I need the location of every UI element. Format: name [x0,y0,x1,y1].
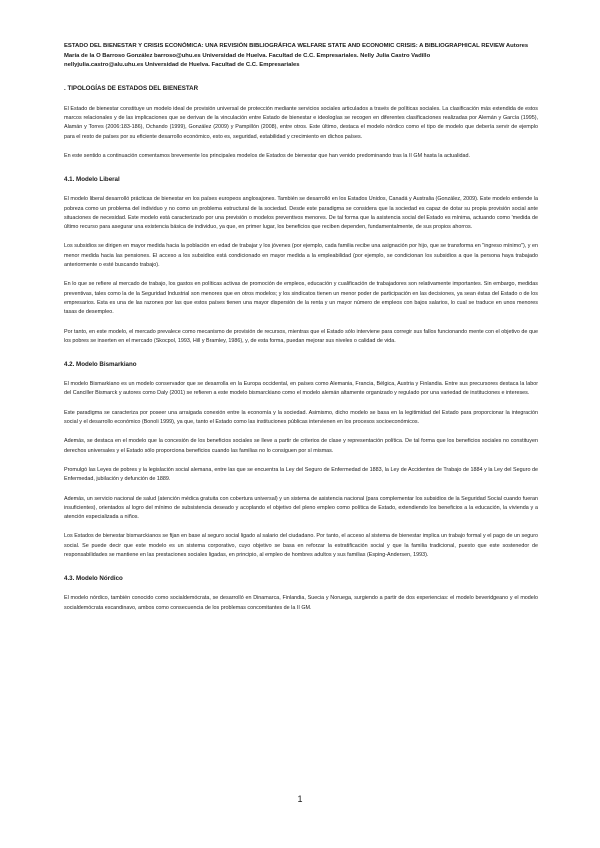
paragraph: Por tanto, en este modelo, el mercado prevalece como mecanismo de provisión de recursos, mientras que el Estado sólo interviene para corregir sus fallos funcionando mente con el objetivo de que los pobres se inserten en el mercado (Skocpol, 1993, Hill y Bramley, 1986), y, de esta forma, puedan mejorar sus niveles o calidad de vida. [64,328,538,344]
paragraph: Este paradigma se caracteriza por poseer una arraigada conexión entre la economía y la sociedad. Asimismo, dicho modelo se basa en la legitimidad del Estado para proporcionar la integración social y el desarrollo económico (Bonoli 1999), ya que, tanto el Estado como las instituciones públicas intervienen en los procesos socioeconómicos. [64,409,538,426]
paragraph: En lo que se refiere al mercado de trabajo, los gastos en políticas activas de promoción de empleos, educación y cualificación de trabajadores son relativamente importantes. Sin embargo, medidas preventivas, tales como la de la Seguridad Industrial son menores que en otros modelos; y los sindicatos tienen un menor poder de participación en las decisiones, ya sean éstas del Estado o de los empresarios. Esta es una de las razones por las que estos países tienen una mayor dispersión de la renta y un mayor número de empleos con bajos salarios, lo cual se traduce en unos menores tasas de desempleo. [64,281,538,316]
paragraph: En este sentido a continuación comentamos brevemente los principales modelos de Estados de bienestar que han venido predominando tras la II GM hasta la actualidad. [64,152,471,159]
paragraph: Los subsidios se dirigen en mayor medida hacia la población en edad de trabajar y los jóvenes (por ejemplo, cada familia recibe una asignación por hijo, que se transforma en "ingreso mínimo"), y en menor medida hacia las pensiones. El acceso a los subsidios está condicionado en mayor medida a la empleabilidad (por ejemplo, se condicionan los subsidios a que la persona haya trabajado anteriormente o esté buscando trabajo). [64,243,538,269]
paragraph: Los Estados de bienestar bismarckianos se fijan en base al seguro social ligado al salario del ciudadano. Por tanto, el acceso al sistema de bienestar implica un trabajo formal y el pago de un seguro social. Se puede decir que este modelo es un sistema corporativo, cuyo objetivo se basa en reforzar la estratificación social y que la familia tradicional, puesto que este sostenedor de responsabilidades se mantiene en las prestaciones sociales ligadas, en principio, al empleo de hombres adultos y sus familias (Esping-Andersen, 1993). [64,533,538,558]
paragraph: El modelo nórdico, también conocido como socialdemócrata, se desarrolló en Dinamarca, Finlandia, Suecia y Noruega, surgiendo a partir de dos experiencias: el modelo beveridgeano y el modelo socialdemócrata escandinavo, ambos como consecuencia de los problemas concomitantes de la II GM. [64,595,538,611]
section-title: . TIPOLOGÍAS DE ESTADOS DEL BIENESTAR [64,84,199,92]
section-tipologias [64,84,538,161]
paragraph: El modelo liberal desarrolló prácticas de bienestar en los países europeos anglosajones. También se desarrolló en los Estados Unidos, Canadá y Australia (González, 2009). Este modelo entiende la pobreza como un problema del individuo y no como un problema estructural de la sociedad. Desde este paradigma se considera que la sociedad es capaz de dotar su propia provisión social ante situaciones de necesidad. Este modelo está caracterizado por una previsión o modelos preventivos menores. De tal forma que la asistencia social del Estado es mínima, actuando como 'medida de último recurso para asegurar una existencia básica de individuo, ya que, en primer lugar, los beneficios que reciben dependen, fundamentalmente, de sus propios ahorros. [64,196,538,231]
subsection-title: 4.2. Modelo Bismarkiano [64,361,137,369]
section-modelo-nordico [64,574,538,613]
subsection-title: 4.1. Modelo Liberal [64,176,120,184]
author-line-1: María de la O Barroso González barroso@uhu.es Universidad de Huelva. Facultad de C.C. Empresariales. Nelly Julia Castro Vadillo [64,52,431,59]
paragraph: El Estado de bienestar constituye un modelo ideal de provisión universal de protección mediante servicios sociales articulados a través de políticas sociales. La clasificación más extendida de estos marcos relacionales y de las implicaciones que se derivan de la vinculación entre Estado de bienestar e ideologías se recogen en diferentes clasificaciones realizadas por Alemán y García (1995), Alamán y Torres (2006:183-186), Ochando (1999), González (2009) y Pampillón (2008), entre otros. Este último, destaca el modelo nórdico como el tipo de modelo que debería servir de ejemplo para el resto de países por su eficiente desarrollo económico, esto es, seguridad, estabilidad y crecimiento en dichos países. [64,105,538,140]
document-header [64,42,538,71]
paragraph: Además, un servicio nacional de salud (atención médica gratuita con cobertura universal) y un sistema de asistencia nacional (para complementar los subsidios de la Seguridad Social cuando fueran insuficientes), orientados al logro del mínimo de subsistencia deseado y acoplando el objetivo del pleno empleo como política de Estado, extendiendo los beneficios a la educación, la vivienda y a atención especializada a niños. [64,495,538,521]
author-line-2: nellyjulia.castro@alu.uhu.es Universidad de Huelva. Facultad de C.C. Empresariales [64,62,300,69]
paragraph: Además, se destaca en el modelo que la concesión de los beneficios sociales se lleve a partir de criterios de clase y representación política. De tal forma que los beneficios sociales no constituyen derechos universales y el Estado sólo proporciona beneficios cuando las familias no lo consiguen por sí mismas. [64,438,538,454]
page-number: 1 [297,794,303,804]
article-title: ESTADO DEL BIENESTAR Y CRISIS ECONÓMICA: UNA REVISIÓN BIBLIOGRÁFICA WELFARE STATE AND ECONOMIC CRISIS: A BIBLIOGRAPHICAL REVIEW Autores [64,43,529,49]
section-modelo-liberal [64,175,538,346]
paragraph: El modelo Bismarkiano es un modelo conservador que se desarrolla en la Europa occidental, en países como Alemania, Francia, Bélgica, Austria y Finlandia. Entre sus precursores destaca la labor del Canciller Bismarck y autores como Daly (2001) se refieren a este modelo bismarckiano como el modelo alemán altamente organizado y regulado por una variedad de instituciones e intereses. [64,381,538,397]
paragraph: Promulgó las Leyes de pobres y la legislación social alemana, entre las que se encuentra la Ley del Seguro de Enfermedad de 1883, la Ley de Accidentes de Trabajo de 1884 y la Ley del Seguro de Enfermedad, jubilación y defunción de 1889. [64,466,538,483]
subsection-title: 4.3. Modelo Nórdico [64,575,123,583]
section-modelo-bismarkiano [64,360,538,560]
